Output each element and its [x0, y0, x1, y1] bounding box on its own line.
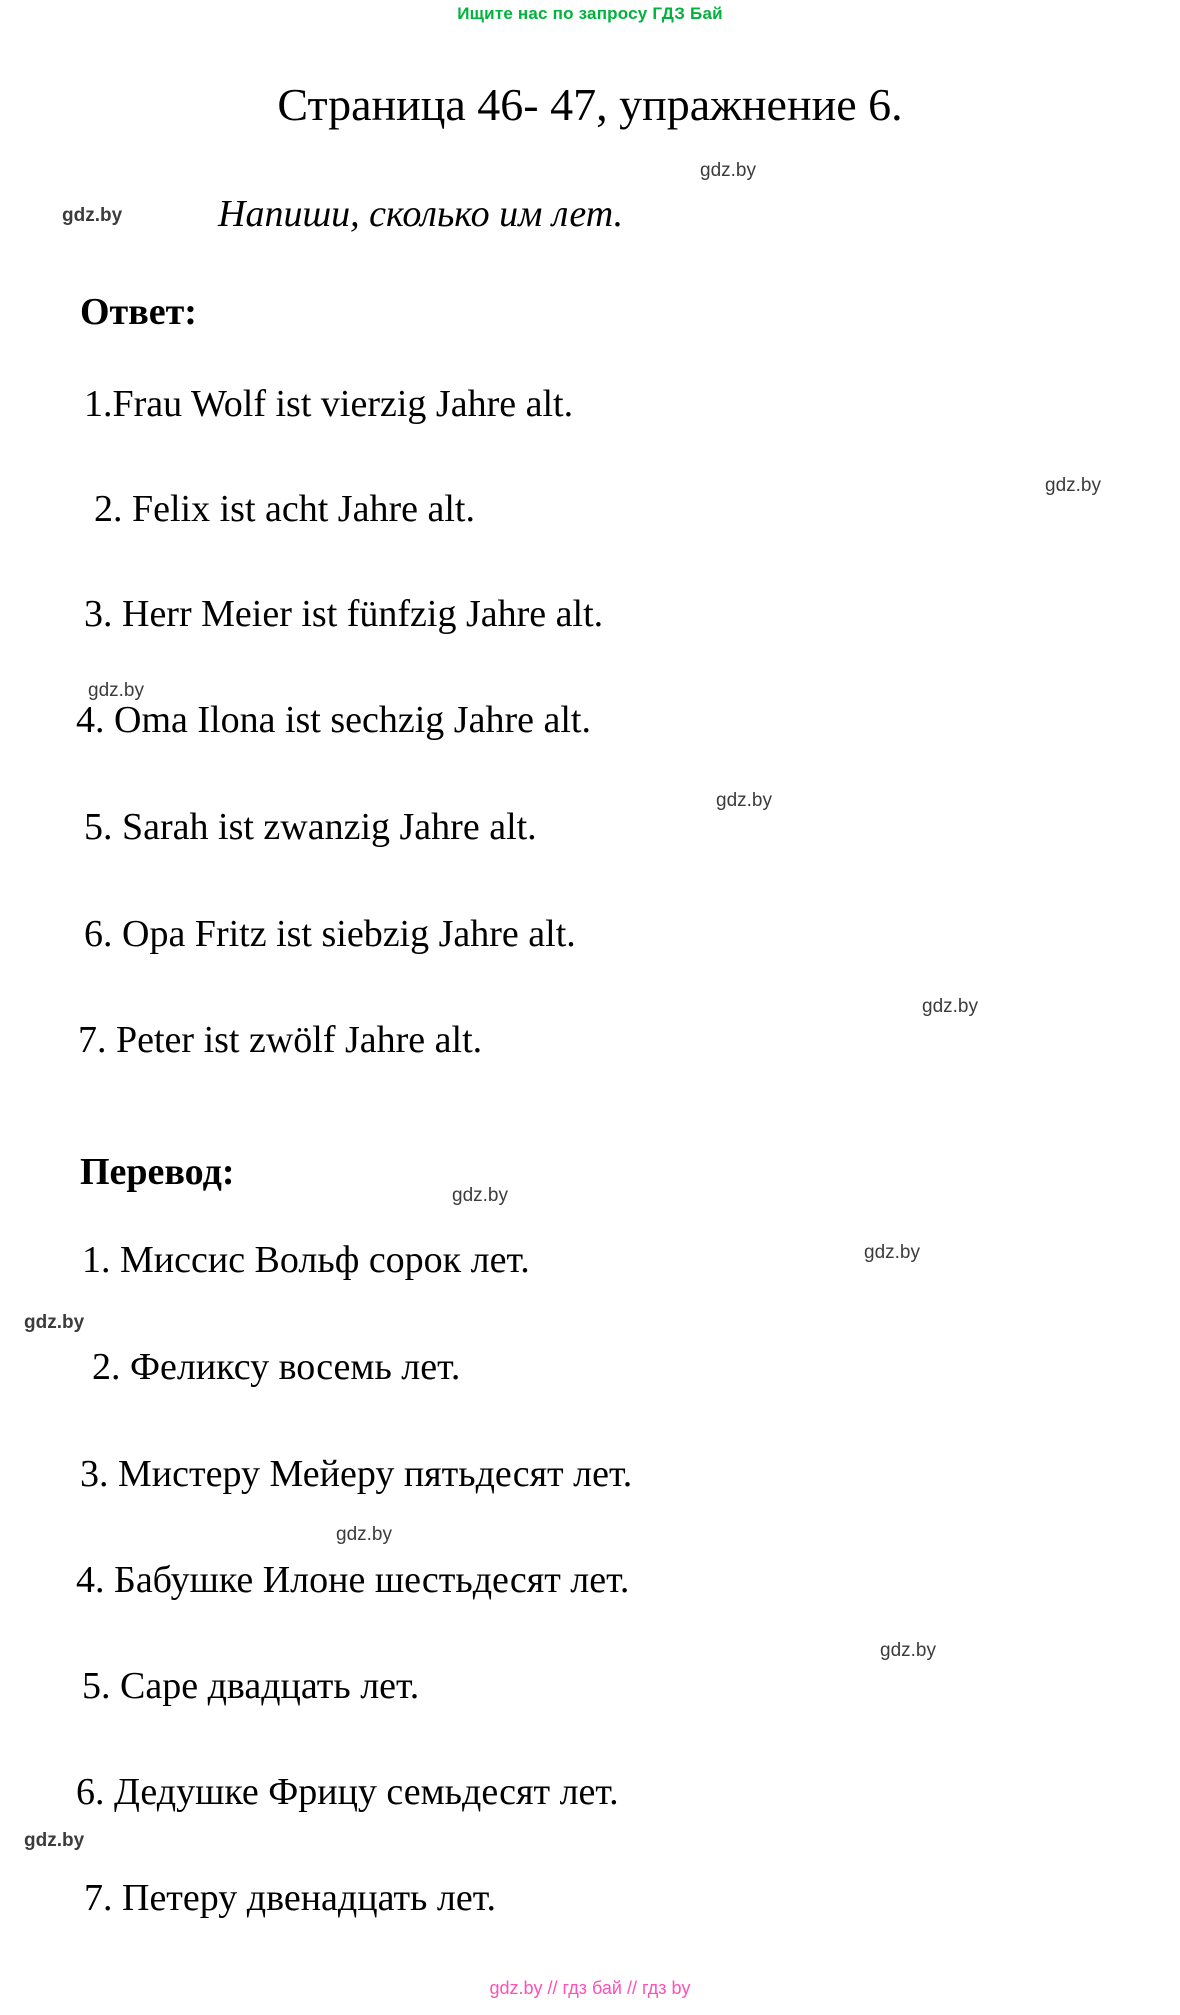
watermark: gdz.by — [700, 160, 756, 181]
watermark: gdz.by — [864, 1242, 920, 1263]
watermark: gdz.by — [24, 1312, 85, 1333]
watermark: gdz.by — [1045, 475, 1101, 496]
top-banner: Ищите нас по запросу ГДЗ Бай — [457, 4, 723, 23]
watermark: gdz.by — [716, 790, 772, 811]
translation-line-5: 5. Саре двадцать лет. — [82, 1665, 420, 1707]
translation-heading: Перевод: — [80, 1151, 235, 1193]
translation-line-6: 6. Дедушке Фрицу семьдесят лет. — [76, 1771, 619, 1813]
watermark: gdz.by — [336, 1524, 392, 1545]
answer-line-1: 1.Frau Wolf ist vierzig Jahre alt. — [84, 383, 574, 425]
watermark: gdz.by — [62, 205, 123, 226]
answer-line-7: 7. Peter ist zwölf Jahre alt. — [78, 1019, 483, 1061]
translation-line-1: 1. Миссис Вольф сорок лет. — [82, 1239, 530, 1281]
answer-line-4: 4. Oma Ilona ist sechzig Jahre alt. — [76, 699, 591, 741]
answer-line-5: 5. Sarah ist zwanzig Jahre alt. — [84, 806, 537, 848]
watermark: gdz.by — [922, 996, 978, 1017]
answer-line-2: 2. Felix ist acht Jahre alt. — [94, 488, 475, 530]
watermark: gdz.by — [88, 680, 144, 701]
translation-line-7: 7. Петеру двенадцать лет. — [84, 1877, 496, 1919]
answer-line-3: 3. Herr Meier ist fünfzig Jahre alt. — [84, 593, 604, 635]
watermark: gdz.by — [24, 1830, 85, 1851]
answer-heading: Ответ: — [80, 291, 197, 333]
answer-line-6: 6. Opa Fritz ist siebzig Jahre alt. — [84, 913, 576, 955]
translation-line-2: 2. Феликсу восемь лет. — [92, 1346, 461, 1388]
translation-line-4: 4. Бабушке Илоне шестьдесят лет. — [76, 1559, 630, 1601]
page-title: Страница 46- 47, упражнение 6. — [277, 79, 903, 130]
watermark: gdz.by — [452, 1185, 508, 1206]
watermark: gdz.by — [880, 1640, 936, 1661]
footer-links: gdz.by // гдз бай // гдз by — [489, 1978, 691, 1998]
task-instruction: Напиши, сколько им лет. — [218, 193, 624, 235]
translation-line-3: 3. Мистеру Мейеру пятьдесят лет. — [80, 1453, 633, 1495]
